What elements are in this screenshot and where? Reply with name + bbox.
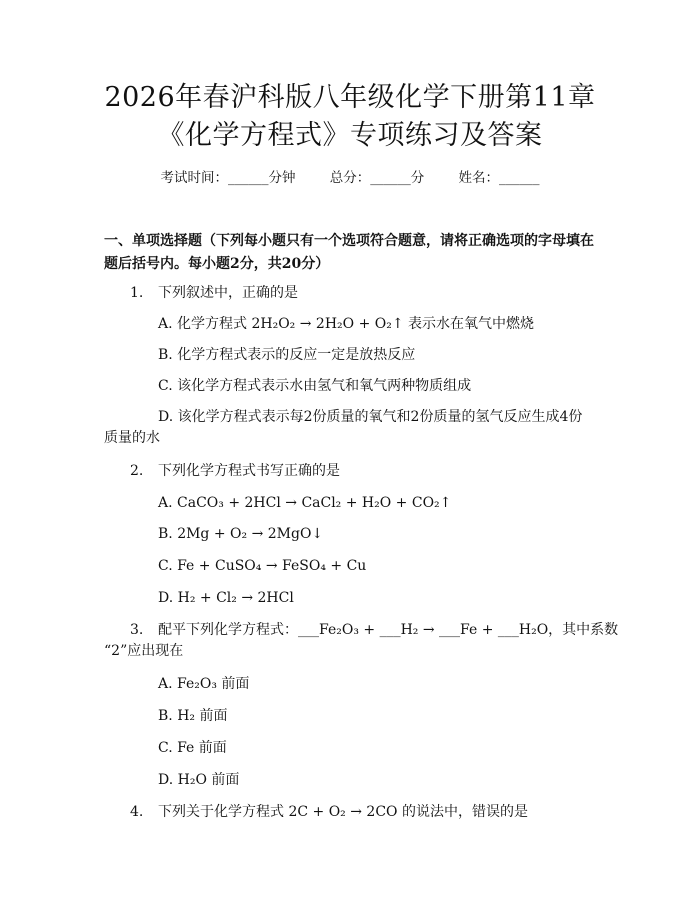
q1-option-c: C. 该化学方程式表示水由氢气和氧气两种物质组成 (158, 378, 472, 394)
question-stem: 配平下列化学方程式：___Fe₂O₃ + ___H₂ → ___Fe + ___H₂O，其中系数 (158, 622, 619, 638)
question-number: 1. (130, 285, 144, 301)
total-score: 总分：______分 (329, 170, 425, 186)
question-1 (130, 282, 298, 305)
q1-option-b: B. 化学方程式表示的反应一定是放热反应 (158, 347, 416, 363)
q3-option-a: A. Fe₂O₃ 前面 (158, 676, 250, 692)
question-number: 4. (130, 804, 144, 820)
section-heading (104, 230, 604, 276)
page-title-line2: 《化学方程式》专项练习及答案 (157, 120, 543, 151)
section-heading-line1: 一、单项选择题（下列每小题只有一个选项符合题意，请将正确选项的字母填在 (104, 233, 594, 249)
exam-time: 考试时间：______分钟 (160, 170, 296, 186)
q1-option-d-continued: 质量的水 (104, 430, 160, 446)
question-stem: 下列关于化学方程式 2C + O₂ → 2CO 的说法中，错误的是 (158, 804, 528, 820)
question-2 (130, 460, 340, 483)
question-4 (130, 801, 528, 824)
q3-option-c: C. Fe 前面 (158, 740, 227, 756)
question-stem: 下列化学方程式书写正确的是 (158, 463, 340, 479)
question-stem: 下列叙述中，正确的是 (158, 285, 298, 301)
q3-stem-continued: “2”应出现在 (104, 643, 184, 659)
section-heading-line2: 题后括号内。每小题2分，共20分） (104, 256, 330, 272)
q3-option-b: B. H₂ 前面 (158, 708, 228, 724)
q3-option-d: D. H₂O 前面 (158, 772, 240, 788)
q2-option-a: A. CaCO₃ + 2HCl → CaCl₂ + H₂O + CO₂↑ (158, 495, 452, 511)
student-name: 姓名：______ (458, 170, 540, 186)
question-number: 2. (130, 463, 144, 479)
q2-option-c: C. Fe + CuSO₄ → FeSO₄ + Cu (158, 558, 367, 574)
q1-option-a: A. 化学方程式 2H₂O₂ → 2H₂O + O₂↑ 表示水在氧气中燃烧 (158, 316, 535, 332)
question-number: 3. (130, 622, 144, 638)
question-3 (130, 619, 618, 642)
page-title-line1: 2026年春沪科版八年级化学下册第11章 (104, 82, 596, 113)
q2-option-b: B. 2Mg + O₂ → 2MgO↓ (158, 526, 324, 542)
q2-option-d: D. H₂ + Cl₂ → 2HCl (158, 590, 294, 606)
q1-option-d: D. 该化学方程式表示每2份质量的氧气和2份质量的氢气反应生成4份 (158, 409, 583, 425)
exam-info (0, 168, 700, 188)
